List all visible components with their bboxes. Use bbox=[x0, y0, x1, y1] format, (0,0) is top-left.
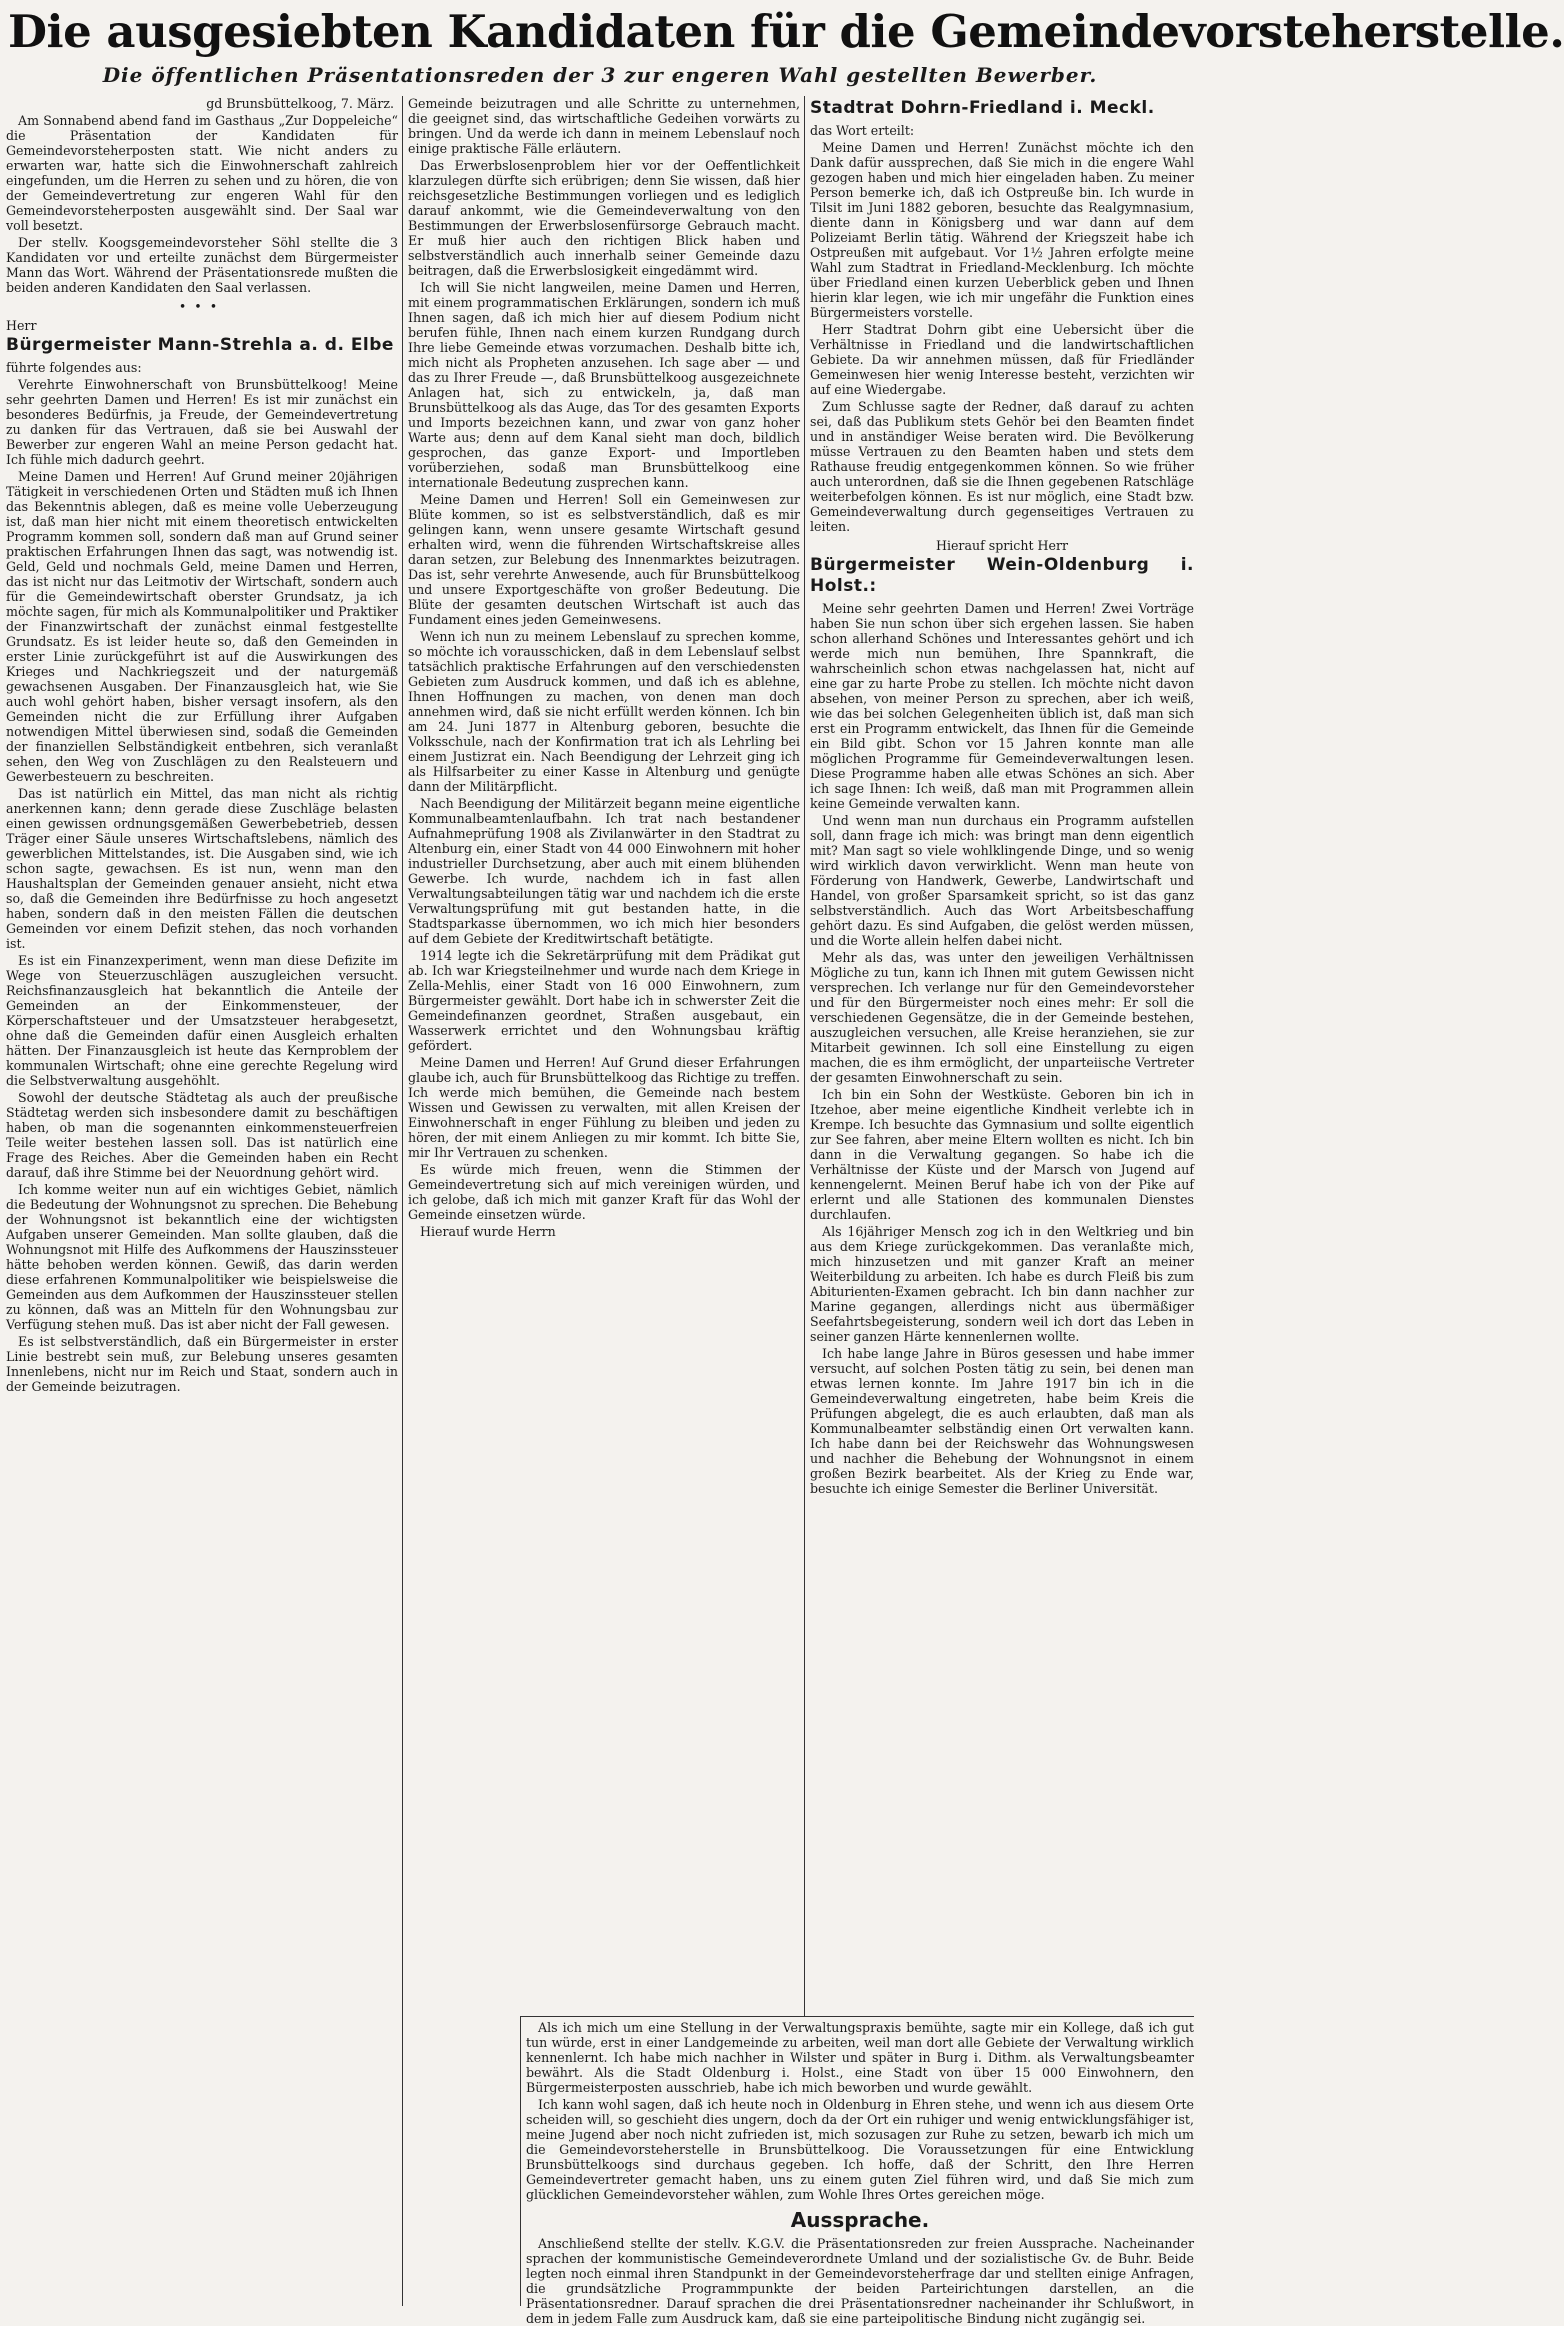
speech-paragraph: Gemeinde beizutragen und alle Schritte zu unternehmen, die geeignet sind, das wirtschaftliche Gedeihen vorwärts zu bringen. Und da werde ich dann in meinem Lebenslauf noch einige praktische Fälle erläutern. bbox=[408, 96, 800, 156]
transition-text: Hierauf wurde Herrn bbox=[420, 1224, 556, 1239]
speaker-lead: führte folgendes aus: bbox=[6, 360, 142, 375]
speech-paragraph: Es würde mich freuen, wenn die Stimmen der Gemeindevertretung sich auf mich vereinigen würden, und ich gelobe, daß ich mich mit ganzer Kraft für das Wohl der Gemeinde einsetzen würde. bbox=[408, 1162, 800, 1222]
headline: Die ausgesiebten Kandidaten für die Gemeindevorsteherstelle. bbox=[8, 5, 1564, 58]
speech-paragraph: Es ist ein Finanzexperiment, wenn man diese Defizite im Wege von Steuerzuschlägen auszugleichen versucht. Reichsfinanzausgleich hat bekanntlich die Anteile der Gemeinden an der Einkommensteuer, der Körperschaftsteuer und der Umsatzsteuer herabgesetzt, ohne daß die Gemeinden dafür einen Ausgleich erhalten hätten. Der Finanzausgleich ist heute das Kernproblem der kommunalen Wirtschaft; ohne eine gerechte Regelung wird die Selbstverwaltung ausgehöhlt. bbox=[6, 953, 398, 1088]
speech-paragraph: Mehr als das, was unter den jeweiligen Verhältnissen Mögliche zu tun, kann ich Ihnen mit gutem Gewissen nicht versprechen. Ich verlange nur für den Gemeindevorsteher und für den Bürgermeister noch eines mehr: Er soll die verschiedenen Gegensätze, die in der Gemeinde bestehen, auszugleichen versuchen, alle Kreise heranziehen, sie zur Mitarbeit gewinnen. Ich soll eine Einstellung zu eigen machen, die es ihm ermöglicht, der unparteiische Vertreter der gesamten Einwohnerschaft zu sein. bbox=[810, 950, 1194, 1085]
intro-paragraph: Am Sonnabend abend fand im Gasthaus „Zur Doppeleiche“ die Präsentation der Kandidaten für Gemeindevorsteherposten statt. Wie nicht anders zu erwarten war, hatte sich die Einwohnerschaft zahlreich eingefunden, um die Herren zu sehen und zu hören, die von der Gemeindevertretung zur engeren Wahl für den Gemeindevorsteherposten ausgewählt sind. Der Saal war voll besetzt. bbox=[6, 113, 398, 233]
speaker-name: Bürgermeister Wein-Oldenburg i. Holst.: bbox=[810, 555, 1194, 596]
speech-paragraph: Als ich mich um eine Stellung in der Verwaltungspraxis bemühte, sagte mir ein Kollege, daß ich gut tun würde, erst in einer Landgemeinde zu arbeiten, weil man dort alle Gebiete der Verwaltung wirklich kennenlernt. Ich habe mich nachher in Wilster und später in Burg i. Dithm. als Verwaltungsbeamter bewährt. Als die Stadt Oldenburg i. Holst., eine Stadt von über 15 000 Einwohnern, den Bürgermeisterposten ausschrieb, habe ich mich beworben und wurde gewählt. bbox=[526, 2020, 1194, 2095]
aussprache-heading: Aussprache. bbox=[790, 2208, 930, 2232]
speech-paragraph: Das ist natürlich ein Mittel, das man nicht als richtig anerkennen kann; denn gerade diese Zuschläge belasten einen gewissen ordnungsgemäßen Gewerbebetrieb, dessen Träger einer Säule unseres Wirtschaftslebens, nämlich des gewerblichen Mittelstandes, ist. Die Ausgaben sind, wie ich schon sagte, gewachsen. Es ist nun, wenn man den Haushaltsplan der Gemeinden genauer ansieht, nicht etwa so, daß die Gemeinden ihre Bedürfnisse zu hoch angesetzt haben, sondern daß in den meisten Fällen die deutschen Gemeinden vor einem Defizit stehen, das noch vorhanden ist. bbox=[6, 786, 398, 951]
speech-paragraph: Nach Beendigung der Militärzeit begann meine eigentliche Kommunalbeamtenlaufbahn. Ich trat nach bestandener Aufnahmeprüfung 1908 als Zivilanwärter in den Stadtrat zu Altenburg ein, einer Stadt von 44 000 Einwohnern mit hoher industrieller Durchsetzung, aber auch mit einem blühenden Gewerbe. Ich wurde, nachdem ich in fast allen Verwaltungsabteilungen tätig war und nachdem ich die erste Verwaltungsprüfung mit gut bestanden hatte, in die Stadtsparkasse übernommen, wo ich mich hier besonders auf dem Gebiete der Kreditwirtschaft betätigte. bbox=[408, 796, 800, 946]
speech-paragraph: Als 16jähriger Mensch zog ich in den Weltkrieg und bin aus dem Kriege zurückgekommen. Das veranlaßte mich, mich hinzusetzen und mit ganzer Kraft an meiner Weiterbildung zu arbeiten. Ich habe es durch Fleiß bis zum Abiturienten-Examen gebracht. Ich bin dann nachher zur Marine gegangen, allerdings nicht aus übermäßiger Seefahrtsbegeisterung, sondern weil ich dort das Leben in seiner ganzen Härte kennenlernen wollte. bbox=[810, 1224, 1194, 1344]
column-2 bbox=[408, 96, 800, 2296]
speech-paragraph: Ich bin ein Sohn der Westküste. Geboren bin ich in Itzehoe, aber meine eigentliche Kindheit verlebte ich in Krempe. Ich besuchte das Gymnasium und sollte eigentlich zur See fahren, aber meine Eltern wollten es nicht. Ich bin dann in die Verwaltung gegangen. So habe ich die Verhältnisse der Küste und der Marsch von Jugend auf kennengelernt. Meinen Beruf habe ich von der Pike auf erlernt und alle Stationen des kommunalen Dienstes durchlaufen. bbox=[810, 1087, 1194, 1222]
dateline: gd Brunsbüttelkoog, 7. März. bbox=[206, 96, 394, 111]
speech-paragraph: Herr Stadtrat Dohrn gibt eine Uebersicht über die Verhältnisse in Friedland und die landwirtschaftlichen Gebiete. Da wir annehmen müssen, daß für Friedländer Gemeinwesen hier wenig Interesse besteht, verzichten wir auf eine Wiedergabe. bbox=[810, 322, 1194, 397]
speech-paragraph: Meine sehr geehrten Damen und Herren! Zwei Vorträge haben Sie nun schon über sich ergehen lassen. Sie haben schon allerhand Schönes und Interessantes gehört und ich werde mich nun bemühen, Ihre Spannkraft, die wahrscheinlich schon etwas nachgelassen hat, nicht auf eine gar zu harte Probe zu stellen. Ich möchte nicht davon absehen, von meiner Person zu sprechen, aber ich weiß, wie das bei solchen Gelegenheiten üblich ist, daß man sich erst ein Programm entwickelt, das Ihnen für die Gemeinde ein Bild gibt. Schon vor 15 Jahren konnte man alle möglichen Programme für Gemeindeverwaltungen lesen. Diese Programme haben alle etwas Schönes an sich. Aber ich sage Ihnen: Ich weiß, daß man mit Programmen allein keine Gemeinde verwalten kann. bbox=[810, 601, 1194, 811]
speech-paragraph: Es ist selbstverständlich, daß ein Bürgermeister in erster Linie bestrebt sein muß, zur Belebung unseres gesamten Innenlebens, nicht nur im Reich und Staat, sondern auch in der Gemeinde beizutragen. bbox=[6, 1334, 398, 1394]
speaker-name: Stadtrat Dohrn-Friedland i. Meckl. bbox=[810, 98, 1155, 118]
speech-paragraph: Und wenn man nun durchaus ein Programm aufstellen soll, dann frage ich mich: was bringt man denn eigentlich mit? Man sagt so viele wohlklingende Dinge, und so wenig wird wirklich davon verwirklicht. Wenn man heute von Förderung von Handwerk, Gewerbe, Landwirtschaft und Handel, von großer Sparsamkeit spricht, so ist das ganz selbstverständlich. Auch das Wort Arbeitsbeschaffung gehört dazu. Es sind Aufgaben, die gelöst werden müssen, und die Worte allein helfen dabei nicht. bbox=[810, 813, 1194, 948]
speaker-intro: Herr bbox=[6, 318, 37, 333]
speech-paragraph: Meine Damen und Herren! Soll ein Gemeinwesen zur Blüte kommen, so ist es selbstverständlich, daß es mir gelingen kann, wenn unsere gesamte Wirtschaft gesund erhalten wird, wenn die führenden Wirtschaftskreise alles daran setzen, zur Belebung des Innenmarktes beizutragen. Das ist, sehr verehrte Anwesende, auch für Brunsbüttelkoog und unsere Exportgeschäfte von großer Bedeutung. Die Blüte der gesamten deutschen Wirtschaft ist auch das Fundament eines jeden Gemeinwesens. bbox=[408, 492, 800, 627]
subheadline: Die öffentlichen Präsentationsreden der 3 zur engeren Wahl gestellten Bewerber. bbox=[102, 63, 1098, 87]
intro-paragraph: Der stellv. Koogsgemeindevorsteher Söhl stellte die 3 Kandidaten vor und erteilte zunächst dem Bürgermeister Mann das Wort. Während der Präsentationsrede mußten die beiden anderen Kandidaten den Saal verlassen. bbox=[6, 235, 398, 295]
column-3 bbox=[810, 96, 1194, 2016]
speech-paragraph: Ich will Sie nicht langweilen, meine Damen und Herren, mit einem programmatischen Erklärungen, sondern ich muß Ihnen sagen, daß ich mich hier auf diesem Podium nicht berufen fühle, Ihnen nach einem kurzen Rundgang durch Ihre liebe Gemeinde etwas vorzumachen. Deshalb bitte ich, mich nicht als Propheten anzusehen. Ich sage aber — und das zu Ihrer Freude —, daß Brunsbüttelkoog ausgezeichnete Anlagen hat, sich zu entwickeln, ja, daß man Brunsbüttelkoog als das Auge, das Tor des gesamten Exports und Imports bezeichnen kann, und zwar von ganz hoher Warte aus; denn auf dem Kanal sieht man doch, bildlich gesprochen, das ganze Export- und Importleben vorüberziehen, sodaß man Brunsbüttelkoog eine internationale Bedeutung zusprechen kann. bbox=[408, 280, 800, 490]
speech-paragraph: Meine Damen und Herren! Auf Grund dieser Erfahrungen glaube ich, auch für Brunsbüttelkoog das Richtige zu treffen. Ich werde mich bemühen, die Gemeinde nach bestem Wissen und Gewissen zu verwalten, mit allen Kreisen der Einwohnerschaft in enger Fühlung zu bleiben und jeden zu hören, der mit einem Anliegen zu mir kommt. Ich bitte Sie, mir Ihr Vertrauen zu schenken. bbox=[408, 1055, 800, 1160]
speech-paragraph: Ich habe lange Jahre in Büros gesessen und habe immer versucht, auf solchen Posten tätig zu sein, bei denen man etwas lernen konnte. Im Jahre 1917 bin ich in die Gemeindeverwaltung eingetreten, habe beim Kreis die Prüfungen abgelegt, die es auch erlaubten, daß man als Kommunalbeamter selbständig einen Ort verwalten kann. Ich habe dann bei der Reichswehr das Wohnungswesen und nachher die Behebung der Wohnungsnot in einem großen Bezirk bearbeitet. Als der Krieg zu Ende war, besuchte ich einige Semester die Berliner Universität. bbox=[810, 1346, 1194, 1496]
speech-paragraph: Meine Damen und Herren! Zunächst möchte ich den Dank dafür aussprechen, daß Sie mich in die engere Wahl gezogen haben und mich hier eingeladen haben. Zu meiner Person bemerke ich, daß ich Ostpreuße bin. Ich wurde in Tilsit im Juni 1882 geboren, besuchte das Realgymnasium, diente dann in Königsberg und war dann auf dem Polizeiamt Berlin tätig. Während der Kriegszeit habe ich Ostpreußen mit aufgebaut. Vor 1½ Jahren erfolgte meine Wahl zum Stadtrat in Friedland-Mecklenburg. Ich möchte über Friedland einen kurzen Ueberblick geben und Ihnen hierin klar legen, wie ich mir ungefähr die Funktion eines Bürgermeisters vorstelle. bbox=[810, 140, 1194, 320]
speaker-lead: das Wort erteilt: bbox=[810, 123, 915, 138]
speaker-name: Bürgermeister Mann-Strehla a. d. Elbe bbox=[6, 335, 394, 355]
column-rule-2 bbox=[804, 96, 805, 2016]
speech-paragraph: Zum Schlusse sagte der Redner, daß darauf zu achten sei, daß das Publikum stets Gehör bei den Beamten findet und in anständiger Weise beraten wird. Die Bevölkerung müsse Vertrauen zu den Beamten haben und stets dem Rathause freudig entgegenkommen können. So wie früher auch unterordnen, daß sie die Ihnen gegebenen Ratschläge weiterbefolgen können. Es ist nur möglich, eine Stadt bzw. Gemeindeverwaltung durch gegenseitiges Vertrauen zu leiten. bbox=[810, 399, 1194, 534]
column-rule-1 bbox=[402, 96, 403, 2306]
aussprache-paragraph: Anschließend stellte der stellv. K.G.V. die Präsentationsreden zur freien Aussprache. Nacheinander sprachen der kommunistische Gemeindeverordnete Umland und der sozialistische Gv. de Buhr. Beide legten noch einmal ihren Standpunkt in der Gemeindevorsteherfrage dar und stellten einige Anfragen, die grundsätzliche Programmpunkte der beiden Parteirichtungen darstellen, an die Präsentationsredner. Darauf sprachen die drei Präsentationsredner nacheinander ihr Schlußwort, in dem in jedem Falle zum Ausdruck kam, daß sie eine parteipolitische Bindung nicht zugängig sei. bbox=[526, 2236, 1194, 2326]
speech-paragraph: Meine Damen und Herren! Auf Grund meiner 20jährigen Tätigkeit in verschiedenen Orten und Städten muß ich Ihnen das Bekenntnis ablegen, daß es meine volle Ueberzeugung ist, daß man hier nicht mit einem theoretisch entwickelten Programm kommen soll, sondern daß man auf Grund seiner praktischen Erfahrungen Ihnen das sagt, was notwendig ist. Geld, Geld und nochmals Geld, meine Damen und Herren, das ist nicht nur das Leitmotiv der Wirtschaft, sondern auch für die Gemeindewirtschaft oberster Grundsatz, ja ich möchte sagen, für mich als Kommunalpolitiker und Praktiker der Finanzwirtschaft der zunächst einmal festgestellte Grundsatz. Es ist leider heute so, daß den Gemeinden in erster Linie zurückgeführt ist auf die Auswirkungen des Krieges und Nachkriegszeit und der naturgemäß gewachsenen Ausgaben. Der Finanzausgleich hat, wie Sie auch wohl gehört haben, bisher versagt insofern, als den Gemeinden nicht die zur Erfüllung ihrer Aufgaben notwendigen Mittel überwiesen sind, sodaß die Gemeinden der finanziellen Selbständigkeit entbehren, sich veranlaßt sehen, den Weg von Zuschlägen zu den Realsteuern und Gewerbesteuern zu beschreiten. bbox=[6, 469, 398, 784]
speech-paragraph: Das Erwerbslosenproblem hier vor der Oeffentlichkeit klarzulegen dürfte sich erübrigen; denn Sie wissen, daß hier reichsgesetzliche Bestimmungen vorliegen und es lediglich darauf ankommt, wie die Gemeindeverwaltung von den Bestimmungen der Erwerbslosenfürsorge Gebrauch macht. Er muß hier auch den richtigen Blick haben und selbstverständlich auch innerhalb seiner Gemeinde dazu beitragen, daß die Erwerbslosigkeit eingedämmt wird. bbox=[408, 158, 800, 278]
speech-paragraph: 1914 legte ich die Sekretärprüfung mit dem Prädikat gut ab. Ich war Kriegsteilnehmer und wurde nach dem Kriege in Zella-Mehlis, einer Stadt von 16 000 Einwohnern, zum Bürgermeister gewählt. Dort habe ich in schwerster Zeit die Gemeindefinanzen geordnet, Straßen ausgebaut, ein Wasserwerk errichtet und den Wohnungsbau kräftig gefördert. bbox=[408, 948, 800, 1053]
speech-paragraph: Wenn ich nun zu meinem Lebenslauf zu sprechen komme, so möchte ich vorausschicken, daß in dem Lebenslauf selbst tatsächlich praktische Erfahrungen auf den verschiedensten Gebieten zum Ausdruck kommen, und daß ich es ablehne, Ihnen Hoffnungen zu machen, von denen man doch annehmen wird, daß sie nicht erfüllt werden können. Ich bin am 24. Juni 1877 in Altenburg geboren, besuchte die Volksschule, nach der Konfirmation trat ich als Lehrling bei einem Justizrat ein. Nach Beendigung der Lehrzeit ging ich als Hilfsarbeiter zu einer Kasse in Altenburg und genügte dann der Militärpflicht. bbox=[408, 629, 800, 794]
speech-paragraph: Ich kann wohl sagen, daß ich heute noch in Oldenburg in Ehren stehe, und wenn ich aus diesem Orte scheiden will, so geschieht dies ungern, doch da der Ort ein ruhiger und wenig entwicklungsfähiger ist, meine Jugend aber noch nicht zufrieden ist, mich sozusagen zur Ruhe zu setzen, bewarb ich mich um die Gemeindevorsteherstelle in Brunsbüttelkoog. Die Voraussetzungen für eine Entwicklung Brunsbüttelkoogs sind durchaus gegeben. Ich hoffe, daß der Schritt, den Ihre Herren Gemeindevertreter gemacht haben, uns zu einem guten Ziel führen wird, und daß Sie mich zum glücklichen Gemeindevorsteher wählen, zum Wohle Ihres Ortes gereichen möge. bbox=[526, 2097, 1194, 2202]
column-1 bbox=[6, 96, 398, 2296]
speech-paragraph: Verehrte Einwohnerschaft von Brunsbüttelkoog! Meine sehr geehrten Damen und Herren! Es ist mir zunächst ein besonderes Bedürfnis, ja Freude, der Gemeindevertretung zu danken für das Vertrauen, daß sie bei Auswahl der Bewerber zur engeren Wahl an meine Person gedacht hat. Ich fühle mich dadurch geehrt. bbox=[6, 377, 398, 467]
speech-paragraph: Sowohl der deutsche Städtetag als auch der preußische Städtetag werden sich insbesondere damit zu beschäftigen haben, ob man die sogenannten einkommensteuerfreien Teile weiter bestehen lassen soll. Das ist natürlich eine Frage des Reiches. Aber die Gemeinden haben ein Recht darauf, daß ihre Stimme bei der Neuordnung gehört wird. bbox=[6, 1090, 398, 1180]
divider-dots: ••• bbox=[178, 299, 226, 314]
speech-paragraph: Ich komme weiter nun auf ein wichtiges Gebiet, nämlich die Bedeutung der Wohnungsnot zu sprechen. Die Behebung der Wohnungsnot ist bekanntlich eine der wichtigsten Aufgaben unserer Gemeinden. Man sollte glauben, daß die Wohnungsnot mit Hilfe des Aufkommens der Hauszinssteuer hätte behoben werden können. Gewiß, das darin werden diese erfahrenen Kommunalpolitiker wie beispielsweise die Gemeinden aus dem Aufkommen der Hauszinssteuer stellen zu können, daß was an Mitteln für den Wohnungsbau zur Verfügung stehen muß. Das ist aber nicht der Fall gewesen. bbox=[6, 1182, 398, 1332]
transition-text: Hierauf spricht Herr bbox=[935, 538, 1069, 553]
continuation-block bbox=[526, 2020, 1194, 2326]
